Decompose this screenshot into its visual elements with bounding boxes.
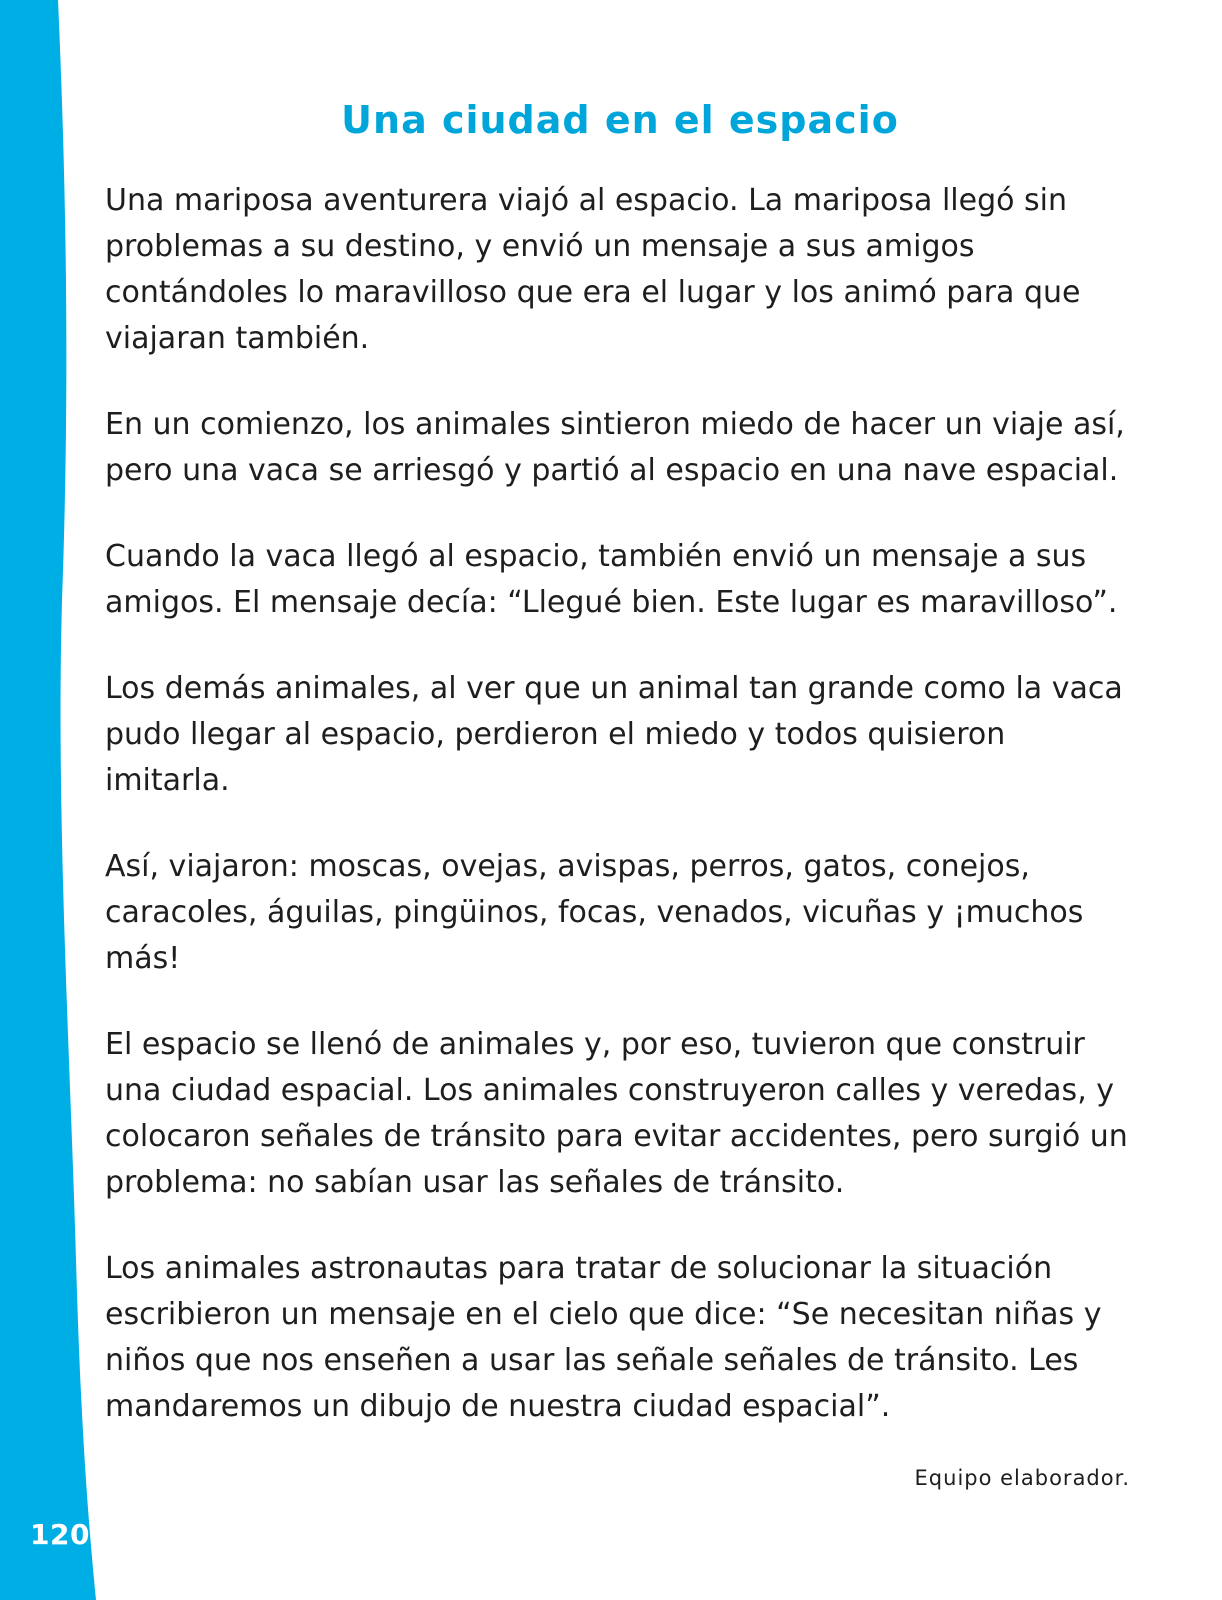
author-credit: Equipo elaborador. (914, 1466, 1130, 1490)
story-paragraph: El espacio se llenó de animales y, por eso, tuvieron que construir una ciudad espacial. Los animales construyeron calles y veredas, y colocaron señales de tránsito para evitar accidentes, pero surgió un problema: no sabían usar las señales de tránsito. (105, 1027, 1128, 1200)
story-paragraph: Los demás animales, al ver que un animal tan grande como la vaca pudo llegar al espacio, perdieron el miedo y todos quisieron imitarla. (105, 671, 1123, 798)
story-paragraph: Los animales astronautas para tratar de solucionar la situación escribieron un mensaje en el cielo que dice: “Se necesitan niñas y niños que nos enseñen a usar las señale señales de tránsito. Les mandaremos un dibujo de nuestra ciudad espacial”. (105, 1251, 1102, 1424)
story-paragraph: Una mariposa aventurera viajó al espacio. La mariposa llegó sin problemas a su destino, y envió un mensaje a sus amigos contándoles lo maravilloso que era el lugar y los animó para que viajaran también. (105, 183, 1081, 356)
story-body (105, 178, 1135, 1470)
story-paragraph: Cuando la vaca llegó al espacio, también envió un mensaje a sus amigos. El mensaje decía: “Llegué bien. Este lugar es maravilloso”. (105, 539, 1118, 620)
page-number: 120 (30, 1518, 90, 1551)
story-paragraph: Así, viajaron: moscas, ovejas, avispas, perros, gatos, conejos, caracoles, águilas, pingüinos, focas, venados, vicuñas y ¡muchos más! (105, 849, 1084, 976)
story-paragraph: En un comienzo, los animales sintieron miedo de hacer un viaje así, pero una vaca se arriesgó y partió al espacio en una nave espacial. (105, 407, 1125, 488)
blue-side-band (0, 0, 110, 1600)
story-title: Una ciudad en el espacio (341, 98, 899, 142)
